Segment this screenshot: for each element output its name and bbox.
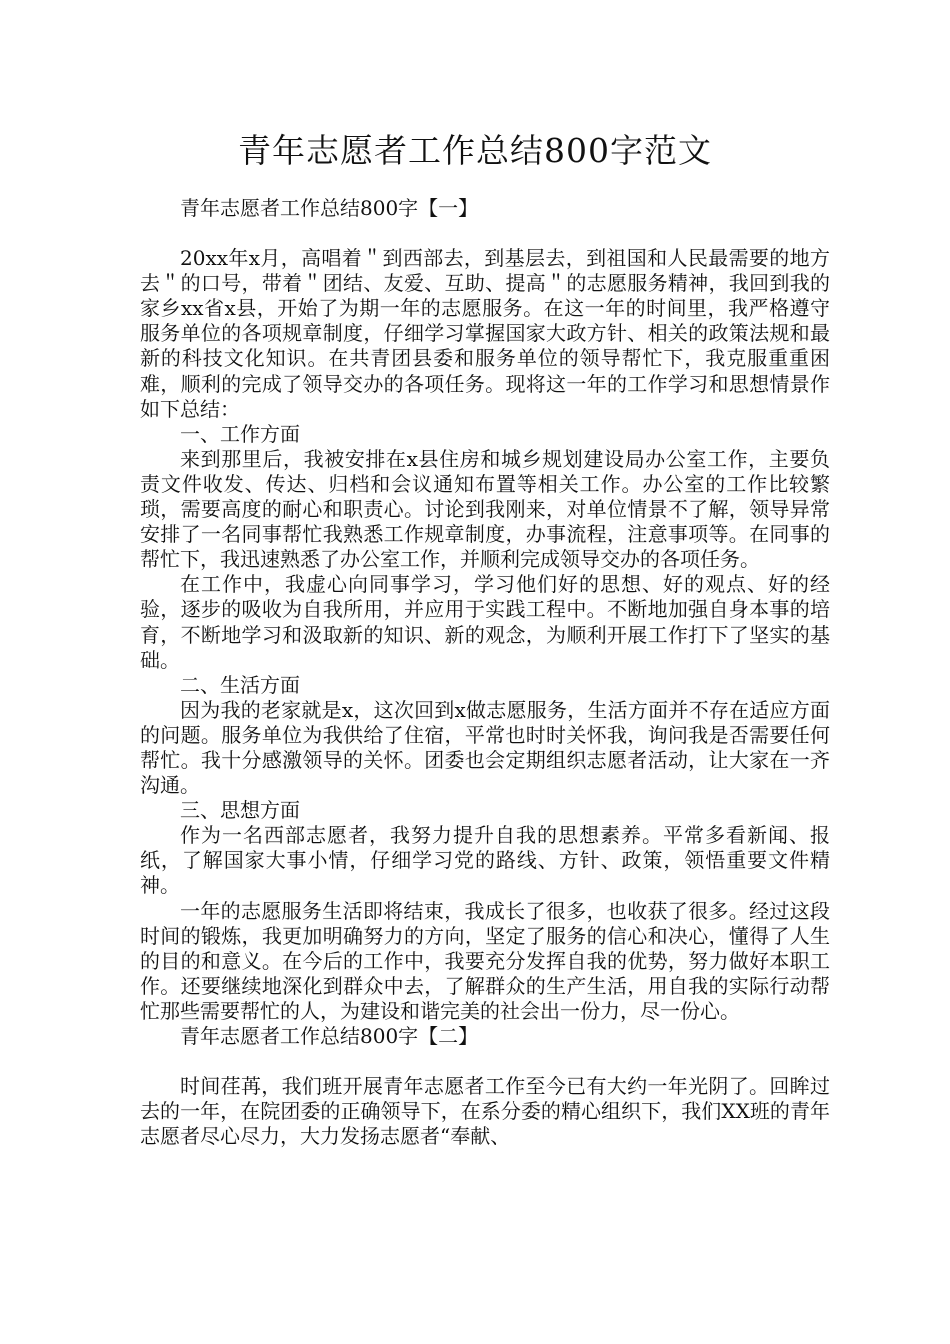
- subheading-life: 二、生活方面: [180, 672, 300, 697]
- paragraph-conclusion: 一年的志愿服务生活即将结束，我成长了很多，也收获了很多。经过这段时间的锻炼，我更加明确努力的方向，坚定了服务的信心和决心，懂得了人生的目的和意义。在今后的工作中，我要充分发挥自我的优势，努力做好本职工作。还要继续地深化到群众中去，了解群众的生产生活，用自我的实际行动帮忙那些需要帮忙的人，为建设和谐完美的社会出一份力，尽一份心。: [140, 898, 830, 1023]
- paragraph-intro: 20xx年x月，高唱着＂到西部去，到基层去，到祖国和人民最需要的地方去＂的口号，带着＂团结、友爱、互助、提高＂的志愿服务精神，我回到我的家乡xx省x县，开始了为期一年的志愿服务。在这一年的时间里，我严格遵守服务单位的各项规章制度，仔细学习掌握国家大政方针、相关的政策法规和最新的科技文化知识。在共青团县委和服务单位的领导帮忙下，我克服重重困难，顺利的完成了领导交办的各项任务。现将这一年的工作学习和思想情景作如下总结：: [140, 246, 830, 421]
- paragraph-life: 因为我的老家就是x，这次回到x做志愿服务，生活方面并不存在适应方面的问题。服务单位为我供给了住宿，平常也时时关怀我，询问我是否需要任何帮忙。我十分感激领导的关怀。团委也会定期组织志愿者活动，让大家在一齐沟通。: [140, 697, 830, 798]
- document-body: [140, 196, 830, 1149]
- subheading-thought: 三、思想方面: [180, 798, 300, 823]
- subheading-work: 一、工作方面: [180, 421, 300, 446]
- section-heading-1: 青年志愿者工作总结800字【一】: [180, 196, 479, 220]
- paragraph-section2-intro: 时间荏苒，我们班开展青年志愿者工作至今已有大约一年光阴了。回眸过去的一年，在院团委的正确领导下，在系分委的精心组织下，我们XX班的青年志愿者尽心尽力，大力发扬志愿者“奉献、: [140, 1074, 830, 1149]
- paragraph-thought: 作为一名西部志愿者，我努力提升自我的思想素养。平常多看新闻、报纸，了解国家大事小情，仔细学习党的路线、方针、政策，领悟重要文件精神。: [140, 823, 830, 898]
- paragraph-work-2: 在工作中，我虚心向同事学习，学习他们好的思想、好的观点、好的经验，逐步的吸收为自我所用，并应用于实践工程中。不断地加强自身本事的培育，不断地学习和汲取新的知识、新的观念，为顺利开展工作打下了坚实的基础。: [140, 572, 830, 672]
- document-title: 青年志愿者工作总结800字范文: [238, 131, 712, 170]
- paragraph-work-1: 来到那里后，我被安排在x县住房和城乡规划建设局办公室工作，主要负责文件收发、传达、归档和会议通知布置等相关工作。办公室的工作比较繁琐，需要高度的耐心和职责心。讨论到我刚来，对单位情景不了解，领导异常安排了一名同事帮忙我熟悉工作规章制度，办事流程，注意事项等。在同事的帮忙下，我迅速熟悉了办公室工作，并顺利完成领导交办的各项任务。: [140, 446, 830, 572]
- section-heading-2: 青年志愿者工作总结800字【二】: [180, 1024, 479, 1048]
